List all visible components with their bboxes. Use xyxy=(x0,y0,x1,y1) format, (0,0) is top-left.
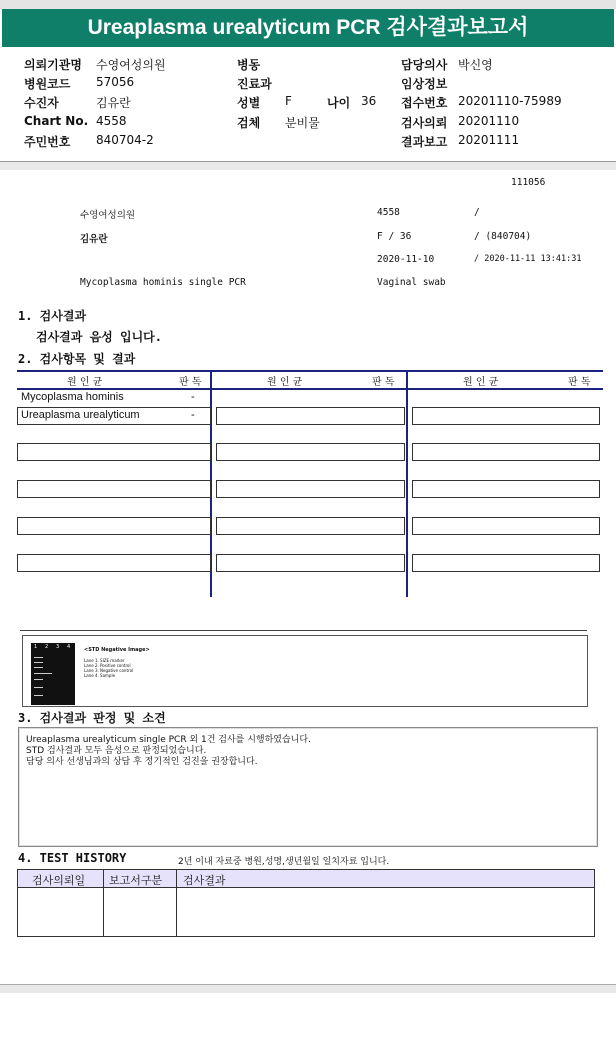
gel-title: <STD Negative Image> xyxy=(84,647,150,653)
col-organism-2: 원 인 균 xyxy=(267,377,303,388)
gel-image-box xyxy=(22,635,588,707)
section-4-title: 4. TEST HISTORY xyxy=(18,851,127,865)
specimen-label: 검체 xyxy=(237,116,261,130)
results-table-header xyxy=(17,370,603,390)
result-cell xyxy=(17,443,211,461)
report-specimen: Vaginal swab xyxy=(377,277,446,288)
lane-number: 3 xyxy=(56,644,60,650)
col-organism-1: 원 인 균 xyxy=(67,377,103,388)
request-date-label: 검사의뢰 xyxy=(401,116,448,130)
patient-value: 김유란 xyxy=(96,96,131,110)
section-2-title: 2. 검사항목 및 결과 xyxy=(18,352,136,366)
page-gap xyxy=(0,162,616,170)
report-sex-age: F / 36 xyxy=(377,231,412,242)
opinion-line-1: Ureaplasma urealyticum single PCR 외 1건 검사를 시행하였습니다. xyxy=(26,735,311,745)
result-cell xyxy=(17,554,211,572)
sex-value: F xyxy=(285,94,292,108)
report-code: 111056 xyxy=(511,177,546,188)
history-table xyxy=(17,869,595,937)
result-cell xyxy=(216,517,405,535)
gel-image xyxy=(31,643,75,705)
chart-no-value: 4558 xyxy=(96,114,127,128)
history-table-header xyxy=(18,870,594,888)
row-1-judge: - xyxy=(191,391,195,403)
report-date-label: 결과보고 xyxy=(401,135,448,149)
report-datetime: / 2020-11-11 13:41:31 xyxy=(474,254,582,264)
lane-number: 2 xyxy=(45,644,49,650)
result-cell xyxy=(412,443,600,461)
history-col-report-type: 보고서구분 xyxy=(109,874,163,887)
resident-no-label: 주민번호 xyxy=(24,135,71,149)
gel-divider xyxy=(20,630,587,631)
history-col-divider xyxy=(103,870,104,936)
lane-number: 4 xyxy=(67,644,71,650)
gel-legend: Lane 1. SIZE marker Lane 2. Positive control Lane 3. Negative control Lane 4. Sample xyxy=(84,658,134,678)
report-hospital: 수영여성의원 xyxy=(80,210,136,221)
history-col-request-date: 검사의뢰일 xyxy=(32,874,86,887)
chart-no-label: Chart No. xyxy=(24,114,89,128)
col-judge-2: 판 독 xyxy=(372,377,395,388)
accession-label: 접수번호 xyxy=(401,96,448,110)
ward-label: 병동 xyxy=(237,58,261,72)
page-footer-gap xyxy=(0,984,616,993)
section-3-title: 3. 검사결과 판정 및 소견 xyxy=(18,711,166,725)
report-test: Mycoplasma hominis single PCR xyxy=(80,277,246,288)
top-bar xyxy=(0,0,616,9)
request-date-value: 20201110 xyxy=(458,114,520,128)
accession-value: 20201110-75989 xyxy=(458,94,562,108)
report-date-value: 20201111 xyxy=(458,133,520,147)
report-date: 2020-11-10 xyxy=(377,254,435,265)
sex-label: 성별 xyxy=(237,96,261,110)
patient-label: 수진자 xyxy=(24,96,59,110)
lane-number: 1 xyxy=(34,644,38,650)
history-col-divider xyxy=(176,870,177,936)
col-organism-3: 원 인 균 xyxy=(463,377,499,388)
result-cell xyxy=(216,407,405,425)
opinion-line-3: 담당 의사 선생님과의 상담 후 정기적인 검진을 권장합니다. xyxy=(26,757,258,767)
report-id: / (840704) xyxy=(474,231,532,242)
header-info xyxy=(0,50,616,160)
institution-label: 의뢰기관명 xyxy=(24,58,82,72)
col-judge-1: 판 독 xyxy=(179,377,202,388)
institution-value: 수영여성의원 xyxy=(96,58,166,72)
report-patient: 김유란 xyxy=(80,234,108,245)
result-cell xyxy=(216,554,405,572)
report-slash: / xyxy=(474,207,480,218)
opinion-line-2: STD 검사결과 모두 음성으로 판정되었습니다. xyxy=(26,746,207,756)
age-label: 나이 xyxy=(327,96,351,110)
result-cell xyxy=(412,407,600,425)
result-cell xyxy=(412,554,600,572)
result-summary: 검사결과 음성 입니다. xyxy=(36,330,163,344)
row-2-judge: - xyxy=(191,409,195,421)
specimen-value: 분비물 xyxy=(285,116,320,130)
report-chart: 4558 xyxy=(377,207,400,218)
result-cell xyxy=(17,517,211,535)
doctor-value: 박신영 xyxy=(458,58,493,72)
result-cell xyxy=(216,480,405,498)
row-1-organism: Mycoplasma hominis xyxy=(21,391,124,403)
resident-no-value: 840704-2 xyxy=(96,133,154,147)
row-2-organism: Ureaplasma urealyticum xyxy=(21,409,140,421)
hospital-code-value: 57056 xyxy=(96,75,135,89)
clinical-info-label: 임상정보 xyxy=(401,77,448,91)
section-1-title: 1. 검사결과 xyxy=(18,309,87,323)
history-note: 2년 이내 자료중 병원,성명,생년월일 일치자료 입니다. xyxy=(178,857,390,867)
result-cell xyxy=(216,443,405,461)
table-divider-2 xyxy=(406,370,408,597)
age-value: 36 xyxy=(361,94,377,108)
history-col-result: 검사결과 xyxy=(183,874,226,887)
dept-label: 진료과 xyxy=(237,77,272,91)
hospital-code-label: 병원코드 xyxy=(24,77,71,91)
result-cell xyxy=(17,480,211,498)
report-title: Ureaplasma urealyticum PCR 검사결과보고서 xyxy=(2,9,614,47)
result-cell xyxy=(412,480,600,498)
col-judge-3: 판 독 xyxy=(568,377,591,388)
result-cell xyxy=(412,517,600,535)
opinion-box xyxy=(18,727,598,847)
doctor-label: 담당의사 xyxy=(401,58,448,72)
